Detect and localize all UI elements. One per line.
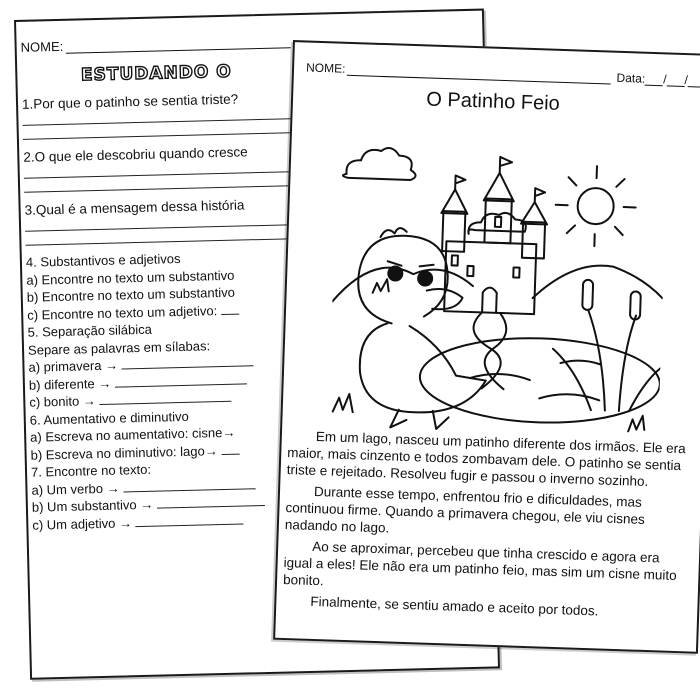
answer-blank[interactable] [123, 478, 255, 492]
section-5-item-b-text: b) diferente → [28, 375, 112, 393]
section-5-instruction: Separe as palavras em sílabas: [27, 337, 211, 358]
duckling-icon [353, 227, 490, 431]
story-worksheet [273, 40, 700, 654]
grass [332, 278, 649, 432]
section-5-item-a-text: a) primavera → [28, 357, 119, 375]
story-title: O Patinho Feio [426, 88, 561, 115]
section-5-heading: 5. Separação silábica [27, 321, 153, 340]
date-label: Data: [616, 70, 646, 86]
section-6-heading: 6. Aumentativo e diminutivo [29, 408, 189, 428]
date-year-field[interactable] [688, 76, 700, 88]
date-day-field[interactable] [645, 75, 663, 87]
section-7-heading: 7. Encontre no texto: [30, 461, 152, 480]
story-paragraph-2: Durante esse tempo, enfrentou frio e dificuldades, mas continuou firme. Quando a primavera chegou, ele viu cisnes nadando no lago. [284, 483, 645, 536]
section-6-item-a: a) Escreva no aumentativo: cisne→ [30, 424, 236, 445]
section-4-item-b: b) Encontre no texto um substantivo [26, 284, 236, 305]
ugly-duckling-illustration [328, 112, 668, 438]
front-header: NOME: Data: / / [306, 60, 700, 87]
name-field[interactable] [65, 36, 291, 54]
name-row [20, 33, 290, 55]
section-6-item-b-text: b) Escreva no diminutivo: lago→ [30, 442, 218, 463]
front-name-field[interactable] [347, 65, 611, 85]
story-paragraph-4: Finalmente, se sentiu amado e aceito por todos. [310, 593, 599, 619]
mountains [332, 257, 663, 313]
cloud-icon [468, 212, 526, 236]
pond [419, 334, 662, 426]
questions-content [20, 33, 302, 533]
answer-blank[interactable] [221, 443, 239, 454]
answer-blank[interactable] [135, 513, 243, 527]
story-paragraph-3: Ao se aproximar, percebeu que tinha crescido e agora era igual a eles! Ele não era um patinho feio, mas sim um cisne muito bonito. [282, 538, 677, 589]
section-7-item-b-text: b) Um substantivo → [31, 496, 154, 515]
castle-icon [438, 155, 549, 314]
section-7-item-a-text: a) Um verbo → [31, 480, 120, 498]
section-7-item-c-text: c) Um adjetivo → [32, 514, 133, 533]
story-paragraph-1: Em um lago, nasceu um patinho diferente dos irmãos. Ele era maior, mais cinzento e todos zombavam dele. O patinho se sentia triste e rejeitado. Resolveu fugir e passou o inverno sozinho. [286, 428, 686, 490]
cattail-icon [551, 279, 663, 413]
question-3: 3.Qual é a mensagem dessa história [24, 197, 245, 218]
answer-blank[interactable] [221, 303, 239, 314]
section-5-item-c-text: c) bonito → [29, 393, 96, 410]
section-4-item-c-text: c) Encontre no texto um adjetivo: [27, 302, 218, 323]
answer-blank[interactable] [122, 355, 254, 369]
section-4-item-a: a) Encontre no texto um substantivo [26, 267, 235, 288]
question-1: 1.Por que o patinho se sentia triste? [21, 91, 239, 112]
section-4 [26, 247, 303, 534]
name-label: NOME: [20, 38, 64, 55]
story-text [282, 427, 693, 626]
answer-blank[interactable] [115, 373, 247, 387]
front-name-label: NOME: [305, 60, 346, 76]
answer-blank[interactable] [157, 495, 265, 509]
date-month-field[interactable] [666, 75, 684, 87]
sun-icon [554, 165, 637, 248]
section-4-heading: 4. Substantivos e adjetivos [25, 251, 181, 270]
answer-blank[interactable] [99, 391, 231, 405]
cloud-icon [343, 147, 417, 181]
worksheet-title: ESTUDANDO O [80, 61, 232, 86]
question-2: 2.O que ele descobriu quando cresce [23, 144, 248, 165]
castle-path [472, 312, 507, 389]
